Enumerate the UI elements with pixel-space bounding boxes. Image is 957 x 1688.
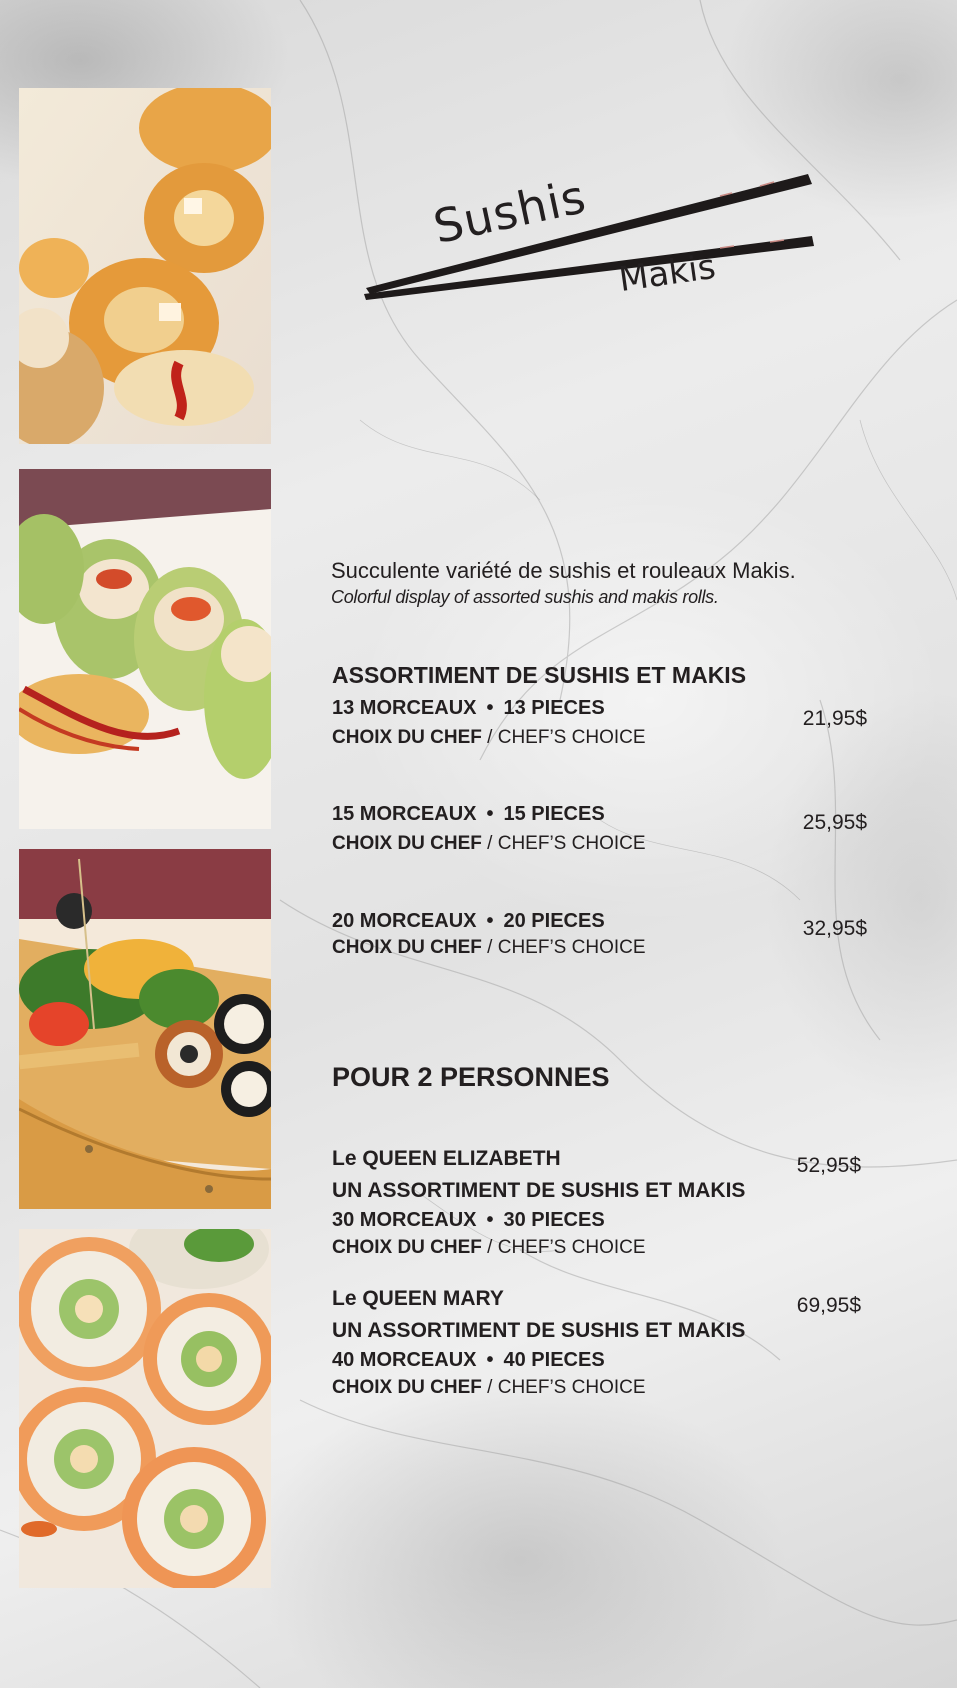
choice-en: / CHEF’S CHOICE [481, 727, 646, 748]
pieces-en: 13 PIECES [503, 697, 605, 719]
menu-item-pieces [332, 1349, 605, 1372]
pieces-en: 30 PIECES [503, 1209, 605, 1231]
menu-title [360, 160, 820, 310]
menu-item-description: UN ASSORTIMENT DE SUSHIS ET MAKIS [332, 1319, 746, 1342]
chopsticks-icon [360, 160, 820, 310]
separator-dot: • [486, 910, 494, 932]
choice-en: / CHEF’S CHOICE [481, 1237, 646, 1258]
menu-item-price: 52,95$ [796, 1154, 861, 1177]
menu-item-name: Le QUEEN MARY [332, 1287, 504, 1310]
pieces-fr: 20 MORCEAUX [332, 910, 477, 932]
pieces-fr: 30 MORCEAUX [332, 1209, 477, 1231]
choice-fr: CHOIX DU CHEF [332, 727, 482, 748]
menu-item-name: Le QUEEN ELIZABETH [332, 1147, 561, 1170]
pieces-en: 15 PIECES [503, 803, 605, 825]
menu-item-price: 21,95$ [802, 707, 867, 730]
menu-item-pieces [332, 697, 605, 720]
section-heading-for-two: POUR 2 PERSONNES [332, 1062, 610, 1092]
separator-dot: • [486, 803, 494, 825]
menu-item-description: UN ASSORTIMENT DE SUSHIS ET MAKIS [332, 1179, 746, 1202]
choice-fr: CHOIX DU CHEF [332, 1237, 482, 1258]
pieces-en: 40 PIECES [503, 1349, 605, 1371]
menu-item-pieces [332, 1209, 605, 1232]
choice-fr: CHOIX DU CHEF [332, 833, 482, 854]
choice-en: / CHEF’S CHOICE [481, 833, 646, 854]
menu-item-choice [332, 727, 646, 749]
pieces-en: 20 PIECES [503, 910, 605, 932]
menu-item-price: 25,95$ [802, 811, 867, 834]
menu-item-choice [332, 1377, 646, 1399]
choice-fr: CHOIX DU CHEF [332, 937, 482, 958]
pieces-fr: 13 MORCEAUX [332, 697, 477, 719]
menu-item-choice [332, 937, 646, 959]
menu-item-choice [332, 1237, 646, 1259]
menu-item-pieces [332, 910, 605, 933]
separator-dot: • [486, 1209, 494, 1231]
fried-sushi-rolls-photo [19, 88, 271, 444]
intro-french: Succulente variété de sushis et rouleaux Makis. [331, 558, 796, 583]
menu-item-price: 69,95$ [796, 1294, 861, 1317]
salmon-maki-rolls-photo [19, 1229, 271, 1588]
menu-item-price: 32,95$ [802, 917, 867, 940]
title-main: Sushis [428, 169, 591, 254]
title-sub: Makis [616, 246, 719, 300]
section-heading-assortment: ASSORTIMENT DE SUSHIS ET MAKIS [332, 662, 747, 688]
pieces-fr: 40 MORCEAUX [332, 1349, 477, 1371]
separator-dot: • [486, 697, 494, 719]
choice-fr: CHOIX DU CHEF [332, 1377, 482, 1398]
intro-english: Colorful display of assorted sushis and makis rolls. [331, 587, 719, 607]
choice-en: / CHEF’S CHOICE [481, 937, 646, 958]
separator-dot: • [486, 1349, 494, 1371]
pieces-fr: 15 MORCEAUX [332, 803, 477, 825]
menu-item-choice [332, 833, 646, 855]
choice-en: / CHEF’S CHOICE [481, 1377, 646, 1398]
sushi-boat-platter-photo [19, 849, 271, 1209]
menu-item-pieces [332, 803, 605, 826]
